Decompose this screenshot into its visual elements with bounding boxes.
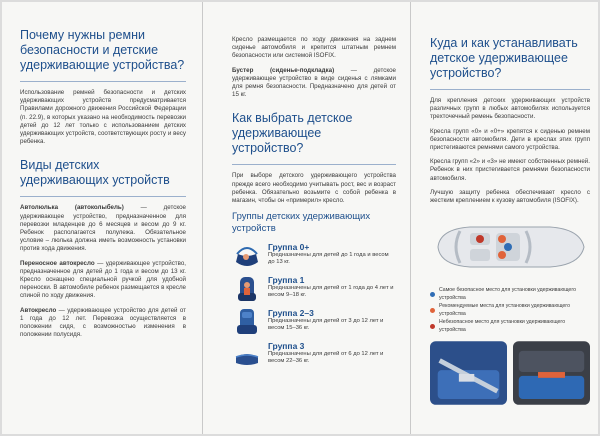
- group-desc: Предназначены для детей от 6 до 12 лет и весом 22–36 кг.: [268, 351, 384, 365]
- group-item: [232, 242, 396, 270]
- paragraph-choose: При выборе детского удерживающего устройства прежде всего необходимо учитывать рост, вес и возраст ребенка. Обязательно возьмите с собой ребенка в магазин, чтобы он «примерил» кресло.: [232, 172, 396, 205]
- child-seat-icon: [232, 275, 262, 303]
- photo-row: [430, 340, 590, 406]
- panel-left: [2, 2, 198, 434]
- heading-how-to-choose: Как выбрать детское удерживающее устройство?: [232, 111, 353, 156]
- group-item: [232, 308, 396, 336]
- panel-middle: [206, 2, 406, 434]
- isofix-photo: [513, 340, 590, 406]
- fold-line: [202, 2, 203, 434]
- divider: [20, 81, 186, 82]
- fold-line: [410, 2, 411, 434]
- infant-carrier-icon: [232, 242, 262, 270]
- legend-dot: [430, 324, 435, 329]
- paragraph-three-point: Для крепления детских удерживающих устройств различных групп в любых автомобилях используется трехточечный ремень безопасности.: [430, 97, 590, 121]
- group-title: Группа 2–3: [268, 308, 314, 319]
- heading-where-how: Куда и как устанавливать детское удерживающее устройство?: [430, 36, 578, 80]
- group-desc: Предназначены для детей от 1 года до 4 лет и весом 9–18 кг.: [268, 285, 394, 299]
- paragraph-rules: Использование ремней безопасности и детских удерживающих устройств предусматривается Правилами дорожного движения Российской Федерации (п. 22.9), в которых указано на необходимость перевозки детей до 12 лет только с использованием детских удерживающих устройств, соответствующих росту и весу ребенка.: [20, 89, 186, 146]
- group-item: [232, 341, 396, 369]
- group-desc: Предназначены для детей до 1 года и весом до 13 кг.: [268, 252, 389, 266]
- group-desc: Предназначены для детей от 3 до 12 лет и весом 15–36 кг.: [268, 318, 384, 332]
- group-title: Группа 3: [268, 341, 305, 352]
- paragraph-booster: Бустер (сиденье-подкладка) — детское удерживающее устройство в виде сиденья с лямками для ремня безопасности. Предназначено для детей от 15 кг.: [232, 66, 396, 99]
- paragraph-isofix: Лучшую защиту ребенка обеспечивает кресло с жестким креплением к кузову автомобиля (ISOFIX).: [430, 188, 590, 205]
- rear-middle-seat-marker: [504, 243, 512, 251]
- legend-item: Рекомендуемые места для установки удерживающего устройства: [430, 302, 590, 318]
- paragraph-seat-placement: Кресло размещается по ходу движения на заднем сиденье автомобиля и крепится штатным ремнем безопасности или системой ISOFIX.: [232, 36, 396, 60]
- highback-booster-icon: [232, 308, 262, 336]
- seating-legend: [430, 286, 590, 334]
- car-seating-diagram: [430, 217, 590, 277]
- groups-title: Группы детских удерживающих устройств: [232, 211, 371, 234]
- legend-dot: [430, 308, 435, 313]
- rear-seat-marker: [498, 251, 506, 259]
- legend-dot: [430, 292, 435, 297]
- paragraph-groups-0: Кресла групп «0» и «0+» крепятся к сиденью ремнем безопасности автомобиля. Дети в креслах этих групп пристегиваются ремнями самого устройства.: [430, 127, 590, 152]
- panel-right: [414, 2, 598, 434]
- leaflet-sheet: [2, 2, 598, 434]
- paragraph-cradle: Автолюлька (автоколыбель) — детское удерживающее устройство, предназначенное для перевозки младенцев до 6 месяцев и весом до 9 кг. Ребенок располагается полулежа. Обязательное условие – люлька должна иметь возможность установки против хода движения.: [20, 204, 186, 253]
- booster-cushion-icon: [232, 341, 262, 369]
- front-seat-marker: [476, 235, 484, 243]
- group-title: Группа 0+: [268, 242, 310, 253]
- legend-item: Небезопасное место для установки удерживающего устройства: [430, 318, 590, 334]
- divider: [232, 164, 396, 165]
- paragraph-groups-2-3: Кресла групп «2» и «3» не имеют собственных ремней. Ребенок в них пристегивается ремнями безопасности автомобиля.: [430, 158, 590, 182]
- seatbelt-photo: [430, 340, 507, 406]
- legend-item: Самое безопасное место для установки удерживающего устройства: [430, 286, 590, 302]
- group-title: Группа 1: [268, 275, 305, 286]
- heading-types: Виды детских удерживающих устройств: [20, 158, 170, 188]
- paragraph-carrier: Переносное автокресло — удерживающее устройство, предназначенное для детей до 1 года и весом до 13 кг. Кресло оснащено специальной ручкой для удобной переноски. В автомобиле ребенок размещается в кресле спиной по ходу движения.: [20, 259, 186, 300]
- heading-why: Почему нужны ремни безопасности и детские удерживающие устройства?: [20, 28, 185, 72]
- group-item: [232, 275, 396, 303]
- rear-seat-marker: [498, 235, 506, 243]
- paragraph-car-seat: Автокресло — удерживающее устройство для детей от 1 года до 12 лет. Перевозка осуществляется в положении сидя, с возможностью изменения в положении полусидя.: [20, 306, 186, 339]
- divider: [20, 196, 186, 197]
- divider: [430, 89, 590, 90]
